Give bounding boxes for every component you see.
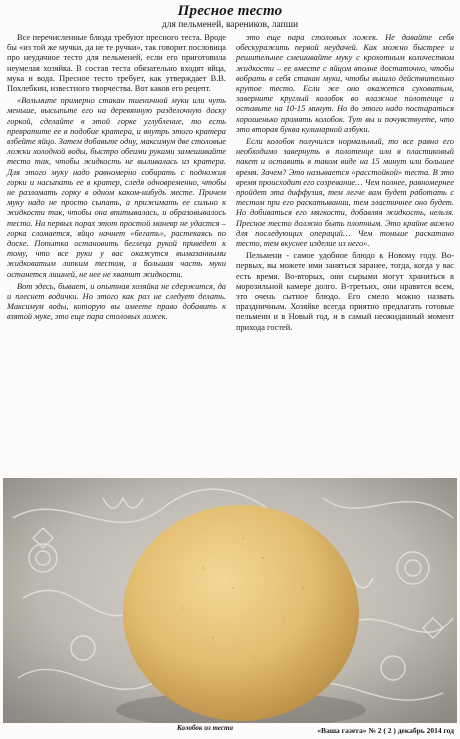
resting-paragraph: Если колобок получился нормальный, то все равно его необходимо завернуть в полотенце или в пластиковый пакет и оставить в таком виде на 15 минут или большее время. Зачем? Это называется «расстойкой» теста. В это время происходит его созревание… Чем полнее, равномернее пройдет эта диффузия, тем легче вам будет работать с тестом при его раскатывании, тем эластичнее оно будет. Но добиваться его мягкости, добавляя жидкость, нельзя. Пресное тесто должно быть плотным. Это крайне важно для последующих операций… Чем тоньше раскатано тесто, тем вкуснее изделие из него».: [236, 137, 454, 249]
issue-footer: «Ваша газета» № 2 ( 2 ) декабрь 2014 год: [317, 726, 454, 735]
dough-ball-illustration: [3, 478, 457, 723]
article-subtitle: для пельменей, вареников, лапши: [161, 20, 299, 30]
dough-ball-photo: [3, 478, 457, 723]
kneading-paragraph: это еще пара столовых ложек. Не давайте себя обескуражить первой неудачей. Как можно быстрее и решительнее смешивайте муку с крохотным количеством жидкости – ее вместе с яйцом вполне достаточно, чтобы вобрать в себя стакан муки, чтобы вышло действительно крутое тесто. Если же оно окажется суховатым, заверните круглый колобок во влажное полотенце и оставьте на 10-15 минут. Но до этого надо постараться хорошенько промять колобок. Тут вы и почувствуете, что это вторая буква кулинарной азбуки.: [236, 33, 454, 134]
recipe-quote-paragraph: «Возьмите примерно стакан пшеничной муки или чуть меньше, высыпьте его на деревянную разделочную доску горкой, сделайте в этой горке углубление, то есть превратите ее в подобие кратера, и внутрь этого кратера взбейте яйцо. Затем добавьте одну, максимум две столовые ложки холодной воды, быстро обеими руками замешивайте тесто так, чтобы жидкость не выливалась из кратера. Для этого муку надо равномерно собирать с подножия горки и насыпать ее в кратер, следя одновременно, чтобы не разломать горку в одном каком-нибудь месте. Причем муку надо не просто сыпать, а прижимать ее сильно к жидкости так, чтобы она впитывалась, и образовывалось тесто. На первых порах этот простой маневр не удастся – горка сломается, яйцо начнет «бегать», растекаясь по доске. Попытка остановить беглеца рукой приведет к тому, что все руки у вас окажутся вымазанными жидковатым липким тестом, а большая часть муки останется лишней, не нее не хватит жидкости.: [7, 96, 226, 279]
pelmeni-paragraph: Пельмени - самое удобное блюдо к Новому году. Во-первых, вы можете ими заняться заранее, тогда, когда у вас есть время. Во-вторых, они сырыми могут храниться в морозильной камере долго. В-третьих, они нравятся всем, это очень сытное блюдо. Его смело можно назвать праздничным. Хозяйке всегда приятно предлагать готовые пельмени и в Новый год, и в самый неожиданный момент прихода гостей.: [236, 251, 454, 332]
dough-ball: [123, 505, 359, 721]
intro-paragraph: Все перечисленные блюда требуют пресного теста. Вроде бы «из той же мучки, да не те ручки», так говорит пословица про неудачное тесто для пельменей, если его приготовила неумелая хозяйка. В состав теста обязательно входят яйца, мука и вода. Пресное тесто требует, как утверждает В.В. Похлебкин, известного творчества. Вот каков его рецепт.: [7, 33, 226, 94]
recipe-warning-paragraph: Вот здесь, бывает, и опытная хозяйка не сдержится, да и плеснет водички. Но этого как раз не следует делать. Максимум воды, которую вы имеете право добавить к взятой муке, это еще пара столовых ложек.: [7, 281, 226, 322]
photo-caption: Колобок из теста: [177, 724, 233, 732]
right-column: [236, 33, 454, 335]
article-title: Пресное тесто: [177, 3, 283, 19]
left-column: [7, 33, 226, 325]
